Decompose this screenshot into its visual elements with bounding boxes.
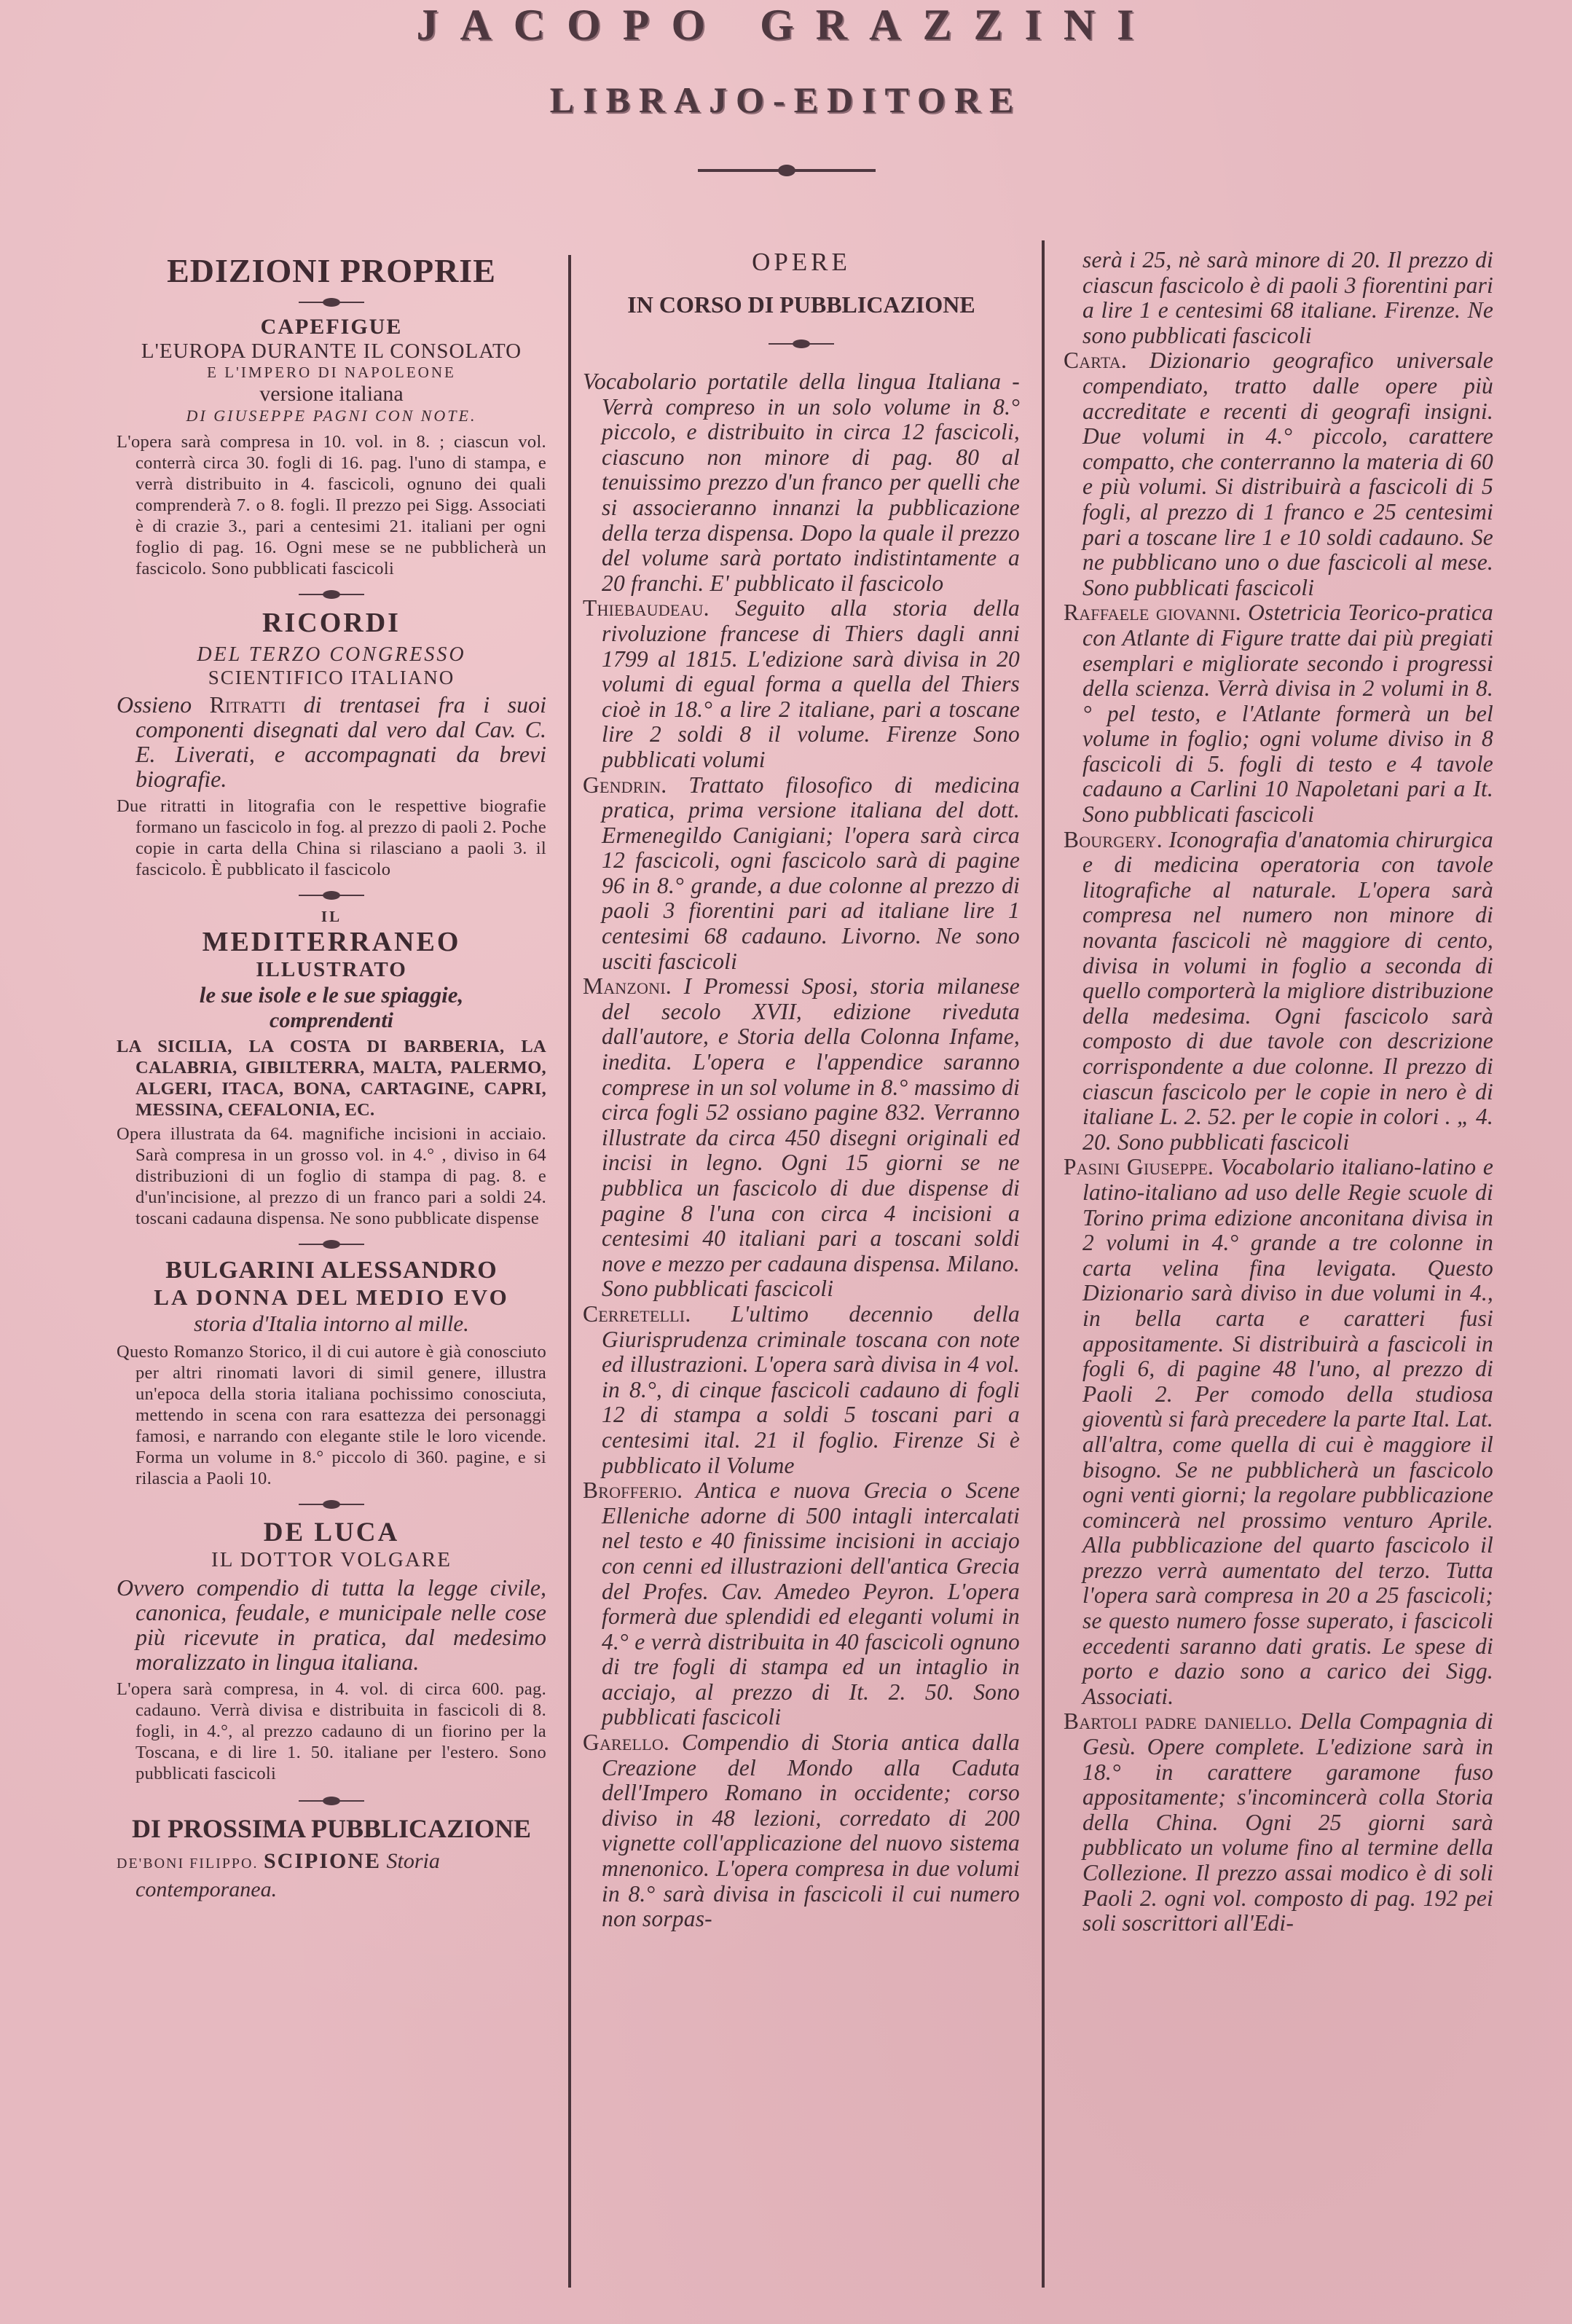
entry-manzoni xyxy=(583,974,1020,1302)
para-ricordi-a: Ossieno xyxy=(117,691,192,718)
entry-name: Carta. xyxy=(1064,348,1127,374)
entry-bulgarini xyxy=(117,1257,546,1489)
entry-mediterraneo xyxy=(117,908,546,1229)
comprendenti: comprendenti xyxy=(270,1008,393,1032)
entry-carta xyxy=(1064,348,1493,600)
entry-garello xyxy=(583,1730,1020,1932)
entry-list-col3 xyxy=(1064,248,1493,1936)
entry-gendrin xyxy=(583,773,1020,975)
entry-raffaele xyxy=(1064,600,1493,827)
ornament xyxy=(769,339,834,349)
author-capefigue: CAPEFIGUE xyxy=(260,315,403,339)
entry-vocabolario xyxy=(583,369,1020,596)
entry-cerretelli xyxy=(583,1302,1020,1478)
ornament xyxy=(299,297,364,307)
publisher-trade: LIBRAJO-EDITORE xyxy=(549,79,1023,120)
sub-deluca: Ovvero compendio di tutta la legge civile, canonica, feudale, e municipale nelle cose più ricevute in pratica, dal medesimo moralizzato in lingua italiana. xyxy=(117,1574,546,1675)
il-mediterraneo: IL xyxy=(321,908,342,925)
para-ricordi-b: di trentasei fra i suoi componenti disegnati dal vero dal Cav. C. E. Liverati, e accompagnati da brevi biografie. xyxy=(135,691,546,792)
entry-capefigue xyxy=(117,315,546,579)
title-ricordi: RICORDI xyxy=(262,608,401,638)
entry-bourgery xyxy=(1064,828,1493,1155)
masthead-ornament xyxy=(698,169,876,172)
entry-text: Vocabolario italiano-latino e latino-italiano ad uso delle Regie scuole di Torino prima edizione anconitana divisa in 2 volumi in 4.° grande a tre colonne in carta velina fina levigata. Questo Dizionario sarà diviso in due volumi in 4., in bella carta e caratteri fusi appositamente. Si distribuirà a fascicoli in fogli 6, di pagine 48 l'uno, al prezzo di Paoli 2. Per comodo della studiosa gioventù si farà precedere la parte Ital. Lat. all'altra, come quella di cui è maggiore il bisogno. Se ne pubblicherà un fascicolo ogni venti giorni; la regolare pubblicazione comincerà nel prossimo venturo Aprile. Alla pubblicazione del quarto fascicolo il prezzo verrà aumentato del terzo. Tutta l'opera sarà compresa in 20 a 25 fascicoli; se questo numero fosse superato, i fascicoli eccedenti saranno dati gratis. Le spese di porto e dazio sono a carico dei Sigg. Associati. xyxy=(1082,1154,1494,1709)
section-heading-opere: OPERE xyxy=(752,248,851,276)
para-ricordi-sc: Ritratti xyxy=(209,691,286,718)
entry-text: Dizionario geografico universale compendiato, tratto dalle opere più accreditate e recenti di geografi insigni. Due volumi in 4.° piccolo, carattere compatto, che conterranno la materia di 60 e più volumi. Si distribuirà a fascicoli di 5 fogli, al prezzo di 1 franco e 25 centesimi pari a toscane lire 1 e 10 soldi cadauno. Se ne pubblicano uno o due fascicoli al mese. Sono pubblicati fascicoli xyxy=(1082,348,1493,600)
column-opere-in-corso xyxy=(583,248,1020,1932)
notes-capefigue: DI GIUSEPPE PAGNI CON NOTE. xyxy=(186,407,477,425)
section-heading-edizioni-proprie: EDIZIONI PROPRIE xyxy=(167,252,496,289)
desc-ricordi: Due ritratti in litografia con le respettive biografie formano un fascicolo in fog. al prezzo di paoli 2. Poche copie in carta della China si rilasciano a paoli 3. il fascicolo. È pubblicato il fascicolo xyxy=(117,796,546,879)
sub1-ricordi: DEL TERZO CONGRESSO xyxy=(197,643,466,666)
entry-bartoli xyxy=(1064,1709,1493,1936)
entry-deluca xyxy=(117,1517,546,1784)
entry-name: Raffaele giovanni. xyxy=(1064,600,1241,626)
entry-name: Manzoni. xyxy=(583,973,672,1000)
author-deluca: DE LUCA xyxy=(263,1518,400,1547)
isole: le sue isole e le sue spiaggie, xyxy=(199,982,464,1008)
title-bulgarini: LA DONNA DEL MEDIO EVO xyxy=(154,1284,509,1310)
entry-list-col2 xyxy=(583,369,1020,1932)
section-heading-in-corso: IN CORSO DI PUBBLICAZIONE xyxy=(627,291,975,318)
column-rule-right xyxy=(1042,240,1045,2288)
ornament xyxy=(299,1499,364,1510)
entry-garello-cont xyxy=(1064,248,1493,348)
title-mediterraneo: MEDITERRANEO xyxy=(202,927,461,957)
ornament xyxy=(299,1239,364,1249)
entry-name: Thiebaudeau. xyxy=(583,595,710,621)
column-rule-left xyxy=(568,255,571,2288)
entry-text: Iconografia d'anatomia chirurgica e di medicina operatoria con tavole litografiche al naturale. L'opera sarà compresa nel numero non minore di novanta fascicoli nè maggiore di cento, divisa in volumi in foglio a seconda di quello comporterà la migliore distribuzione della medesima. Ogni fascicolo sarà composto di due tavole con descrizione corrispondente a due colonne. Il prezzo di ciascun fascicolo per le copie in nero è di italiane L. 2. 52. per le copie in colori . „ 4. 20. Sono pubblicati fascicoli xyxy=(1082,826,1493,1155)
entry-text: L'ultimo decennio della Giurisprudenza criminale toscana con note ed illustrazioni. L'opera sarà divisa in 4 vol. in 8.°, di cinque fascicoli cadauno di fogli 12 di stampa a soldi 5 toscani pari a centesimi ital. 21 il foglio. Firenze Si è pubblicato il Volume xyxy=(602,1300,1020,1478)
para-ricordi xyxy=(117,692,546,791)
entry-name: Gendrin. xyxy=(583,772,667,798)
entry-text: Ostetricia Teorico-pratica con Atlante di Figure tratte dai più pregiati esemplari e migliorate secondo i progressi della scienza. Verrà divisa in 2 volumi in 8.° pel testo, e l'Atlante formerà un bel volume in foglio; ogni volume diviso in 8 fascicoli di 5. fogli di testo e 4 tavole cadauno a Carlini 10 Napoletani pari a It. Sono pubblicati fascicoli xyxy=(1082,600,1493,828)
entry-name: Bartoli padre daniello. xyxy=(1064,1708,1293,1735)
title-deluca: IL DOTTOR VOLGARE xyxy=(211,1548,452,1571)
entry-name: Brofferio. xyxy=(583,1477,683,1504)
column-opere-continued xyxy=(1064,248,1493,1936)
ornament xyxy=(299,890,364,900)
desc-bulgarini: Questo Romanzo Storico, il di cui autore è già conosciuto per altri rinomati lavori di simil genere, illustra un'epoca della storia italiana pochissimo conosciuta, mettendo in scena con rara esattezza dei personaggi famosi, e narrando con elegante stile le loro vicende. Forma un volume in 8.° piccolo di 360. pagine, e si rilascia a Paoli 10. xyxy=(117,1342,546,1488)
title-prossima: DI PROSSIMA PUBBLICAZIONE xyxy=(131,1814,532,1843)
desc-mediterraneo: Opera illustrata da 64. magnifiche incisioni in acciaio. Sarà compresa in un grosso vol. in 4.° , diviso in 64 distribuzioni di un foglio di stampa di pag. 8. e d'un'incisione, al prezzo di un franco pari a soldi 24. toscani cadauna dispensa. Ne sono pubblicate dispense xyxy=(117,1124,546,1228)
subtitle-capefigue: E L'IMPERO DI NAPOLEONE xyxy=(207,364,456,381)
places-mediterraneo: LA SICILIA, LA COSTA DI BARBERIA, LA CALABRIA, GIBILTERRA, MALTA, PALERMO, ALGERI, ITACA, BONA, CARTAGINE, CAPRI, MESSINA, CEFALONIA, EC. xyxy=(117,1037,546,1120)
entry-text: serà i 25, nè sarà minore di 20. Il prezzo di ciascun fascicolo è di paoli 3 fiorentini pari a lire 1 e centesimi 68 italiane. Firenze. Ne sono pubblicati fascicoli xyxy=(1082,247,1493,348)
title-capefigue: L'EUROPA DURANTE IL CONSOLATO xyxy=(141,339,522,363)
entry-brofferio xyxy=(583,1478,1020,1730)
work-prossima: SCIPIONE xyxy=(264,1849,382,1873)
author-prossima: DE'BONI FILIPPO. xyxy=(117,1856,259,1872)
column-edizioni-proprie xyxy=(117,251,546,1903)
entry-name: Cerretelli. xyxy=(583,1300,691,1327)
entry-text: Compendio di Storia antica dalla Creazione del Mondo alla Caduta dell'Impero Romano in occidente; corso diviso in 48 lezioni, corredato di 200 vignette coll'applicazione del nuovo sistema mnenonico. L'opera compresa in due volumi in 8.° sarà divisa in fascicoli il cui numero non sorpas- xyxy=(602,1730,1020,1932)
entry-pasini xyxy=(1064,1155,1493,1709)
entry-text: Seguito alla storia della rivoluzione francese di Thiers dagli anni 1799 al 1815. L'edizione sarà divisa in 20 volumi di egual forma a quella del Thiers cioè in 18.° a lire 2 italiane, pari a toscane lire 2 soldi 8 il volume. Firenze Sono pubblicati volumi xyxy=(602,595,1020,772)
entry-thiebaudeau xyxy=(583,596,1020,772)
sub2-ricordi: SCIENTIFICO ITALIANO xyxy=(208,667,455,688)
illustrato: ILLUSTRATO xyxy=(256,958,407,981)
entry-text: Trattato filosofico di medicina pratica, prima versione italiana del dott. Ermenegildo Canigiani; l'opera sarà circa 12 fascicoli, ogni fascicolo sarà di pagine 96 in 8.° grande, a due colonne al prezzo di paoli 3 fiorentini pari ad italiane lire 1 centesimi 68 cadauno. Livorno. Ne sono usciti fascicoli xyxy=(602,772,1020,974)
entry-name: Garello. xyxy=(583,1730,669,1756)
entry-prossima xyxy=(117,1813,546,1903)
line-prossima xyxy=(117,1848,546,1903)
ornament xyxy=(299,589,364,600)
rest-prossima: Storia contemporanea. xyxy=(135,1849,440,1901)
entry-ricordi xyxy=(117,607,546,880)
author-bulgarini: BULGARINI ALESSANDRO xyxy=(165,1257,498,1284)
version-capefigue: versione italiana xyxy=(259,382,404,406)
masthead xyxy=(0,0,1572,182)
sub-bulgarini: storia d'Italia intorno al mille. xyxy=(194,1311,469,1336)
entry-text: Antica e nuova Grecia o Scene Elleniche adorne di 500 intagli intercalati nel testo e 40 finissime incisioni in acciajo con cenni ed illustrazioni dell'antica Grecia del Profes. Cav. Amedeo Peyron. L'opera formerà due splendidi ed eleganti volumi in 4.° e verrà distribuita in 40 fascicoli ognuno di tre fogli di stampa ed un intaglio in acciajo, al prezzo di It. 2. 50. Sono pubblicati fascicoli xyxy=(602,1477,1021,1730)
publisher-name: JACOPO GRAZZINI xyxy=(416,1,1156,49)
entry-name: Bourgery. xyxy=(1064,826,1163,852)
desc-deluca: L'opera sarà compresa, in 4. vol. di circa 600. pag. cadauno. Verrà divisa e distribuita in fascicoli di 8. fogli, in 4.°, al prezzo cadauno di un fiorino per la Toscana, e di lire 1. 50. italiane per l'estero. Sono pubblicati fascicoli xyxy=(117,1679,546,1783)
entry-text: Della Compagnia di Gesù. Opere complete. L'edizione sarà in 18.° in carattere garamone fuso appositamente; s'incomincerà colla Storia della China. Ogni 25 giorni sarà pubblicato un volume fino al termine della Collezione. Il prezzo assai modico è di soli Paoli 2. ogni vol. composto di pag. 192 pei soli soscrittori all'Edi- xyxy=(1082,1708,1493,1936)
entry-text: Vocabolario portatile della lingua Italiana - Verrà compreso in un solo volume in 8.° piccolo, e distribuito in circa 12 fascicoli, ciascuno non minore di pag. 80 al tenuissimo prezzo d'un franco per quelli che si associeranno innanzi la pubblicazione della terza dispensa. Dopo la quale il prezzo del volume sarà portato indistintamente a 20 franchi. E' pubblicato il fascicolo xyxy=(583,369,1020,596)
entry-text: I Promessi Sposi, storia milanese del secolo XVII, edizione riveduta dall'autore, e Storia della Colonna Infame, inedita. L'opera e l'appendice saranno comprese in un sol volume in 8.° massimo di circa fogli 52 ossiano pagine 832. Verranno illustrate da circa 450 disegni originali ed incisi in legno. Ogni 15 giorni se ne pubblica un fascicolo di due dispense di pagine 8 l'una con circa 4 incisioni a centesimi 40 italiani pari a toscani soldi nove e mezzo per cadauna dispensa. Milano. Sono pubblicati fascicoli xyxy=(602,973,1020,1302)
entry-name: Pasini Giuseppe. xyxy=(1064,1154,1214,1180)
desc-capefigue: L'opera sarà compresa in 10. vol. in 8. ; ciascun vol. conterrà circa 30. fogli di 16. pag. l'uno di stampa, e verrà distribuito in 4. fascicoli, ognuno dei quali comprenderà 7. o 8. fogli. Il prezzo pei Sigg. Associati è di crazie 3., pari a centesimi 21. italiani per ogni foglio di pag. 16. Ogni mese se ne pubblicherà un fascicolo. Sono pubblicati fascicoli xyxy=(117,432,546,578)
ornament xyxy=(299,1796,364,1806)
